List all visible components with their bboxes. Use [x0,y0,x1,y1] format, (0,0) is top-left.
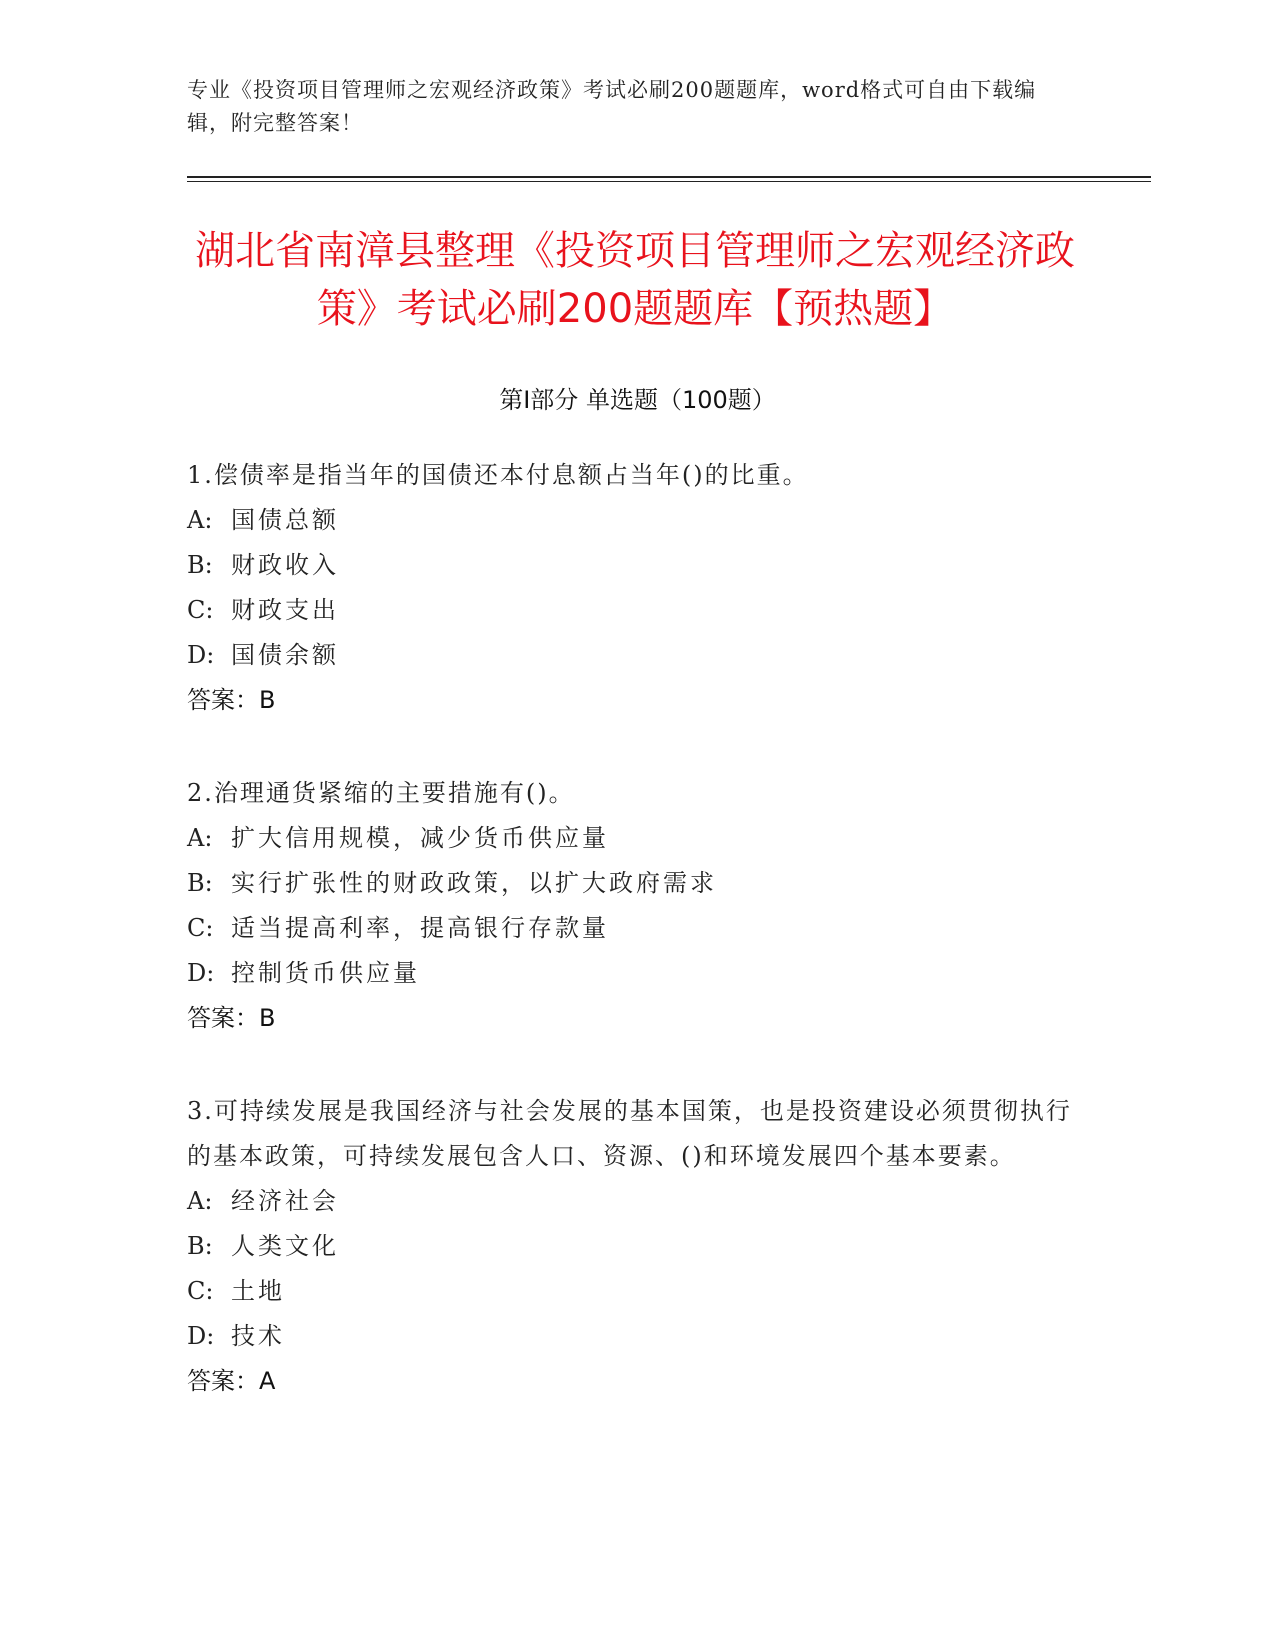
option-key: D: [187,959,215,987]
question-stem: 1.偿债率是指当年的国债还本付息额占当年()的比重。 [187,461,809,489]
answer-label: 答案：B [187,1004,276,1032]
question-2 [187,771,1087,1041]
option-text: 技术 [231,1322,285,1350]
option-key: D: [187,641,215,669]
option-d [187,951,1087,996]
option-text: 财政收入 [231,551,339,579]
option-text: 土地 [231,1277,285,1305]
header-rule-thin [187,181,1151,182]
option-text: 经济社会 [231,1187,339,1215]
option-a [187,1179,1087,1224]
option-a [187,816,1087,861]
option-text: 国债总额 [231,506,339,534]
section-title: 第Ⅰ部分 单选题（100题） [499,386,776,414]
option-key: D: [187,1322,215,1350]
document-title: 湖北省南漳县整理《投资项目管理师之宏观经济政策》考试必刷200题题库【预热题】 [195,228,1075,332]
option-key: B: [187,869,213,897]
option-key: B: [187,1232,213,1260]
option-key: A: [187,506,213,534]
option-c [187,906,1087,951]
option-key: A: [187,1187,213,1215]
option-text: 控制货币供应量 [231,959,420,987]
question-stem: 2.治理通货紧缩的主要措施有()。 [187,779,575,807]
header-rule-thick [187,176,1151,178]
option-text: 财政支出 [231,596,339,624]
option-key: C: [187,1277,214,1305]
option-c [187,1269,1087,1314]
option-text: 人类文化 [231,1232,339,1260]
option-text: 实行扩张性的财政政策，以扩大政府需求 [231,869,717,897]
option-key: B: [187,551,213,579]
answer-label: 答案：B [187,686,276,714]
option-text: 扩大信用规模，减少货币供应量 [231,824,609,852]
option-b [187,861,1087,906]
option-b [187,1224,1087,1269]
question-3 [187,1089,1087,1404]
option-text: 国债余额 [231,641,339,669]
answer-label: 答案：A [187,1367,276,1395]
question-1 [187,453,1087,723]
question-stem: 3.可持续发展是我国经济与社会发展的基本国策，也是投资建设必须贯彻执行的基本政策，可持续发展包含人口、资源、()和环境发展四个基本要素。 [187,1097,1072,1170]
option-key: C: [187,596,214,624]
option-key: C: [187,914,214,942]
option-d [187,633,1087,678]
option-a [187,498,1087,543]
option-key: A: [187,824,213,852]
option-d [187,1314,1087,1359]
option-b [187,543,1087,588]
option-c [187,588,1087,633]
option-text: 适当提高利率，提高银行存款量 [231,914,609,942]
header-note: 专业《投资项目管理师之宏观经济政策》考试必刷200题题库，word格式可自由下载编辑，附完整答案！ [187,78,1037,135]
